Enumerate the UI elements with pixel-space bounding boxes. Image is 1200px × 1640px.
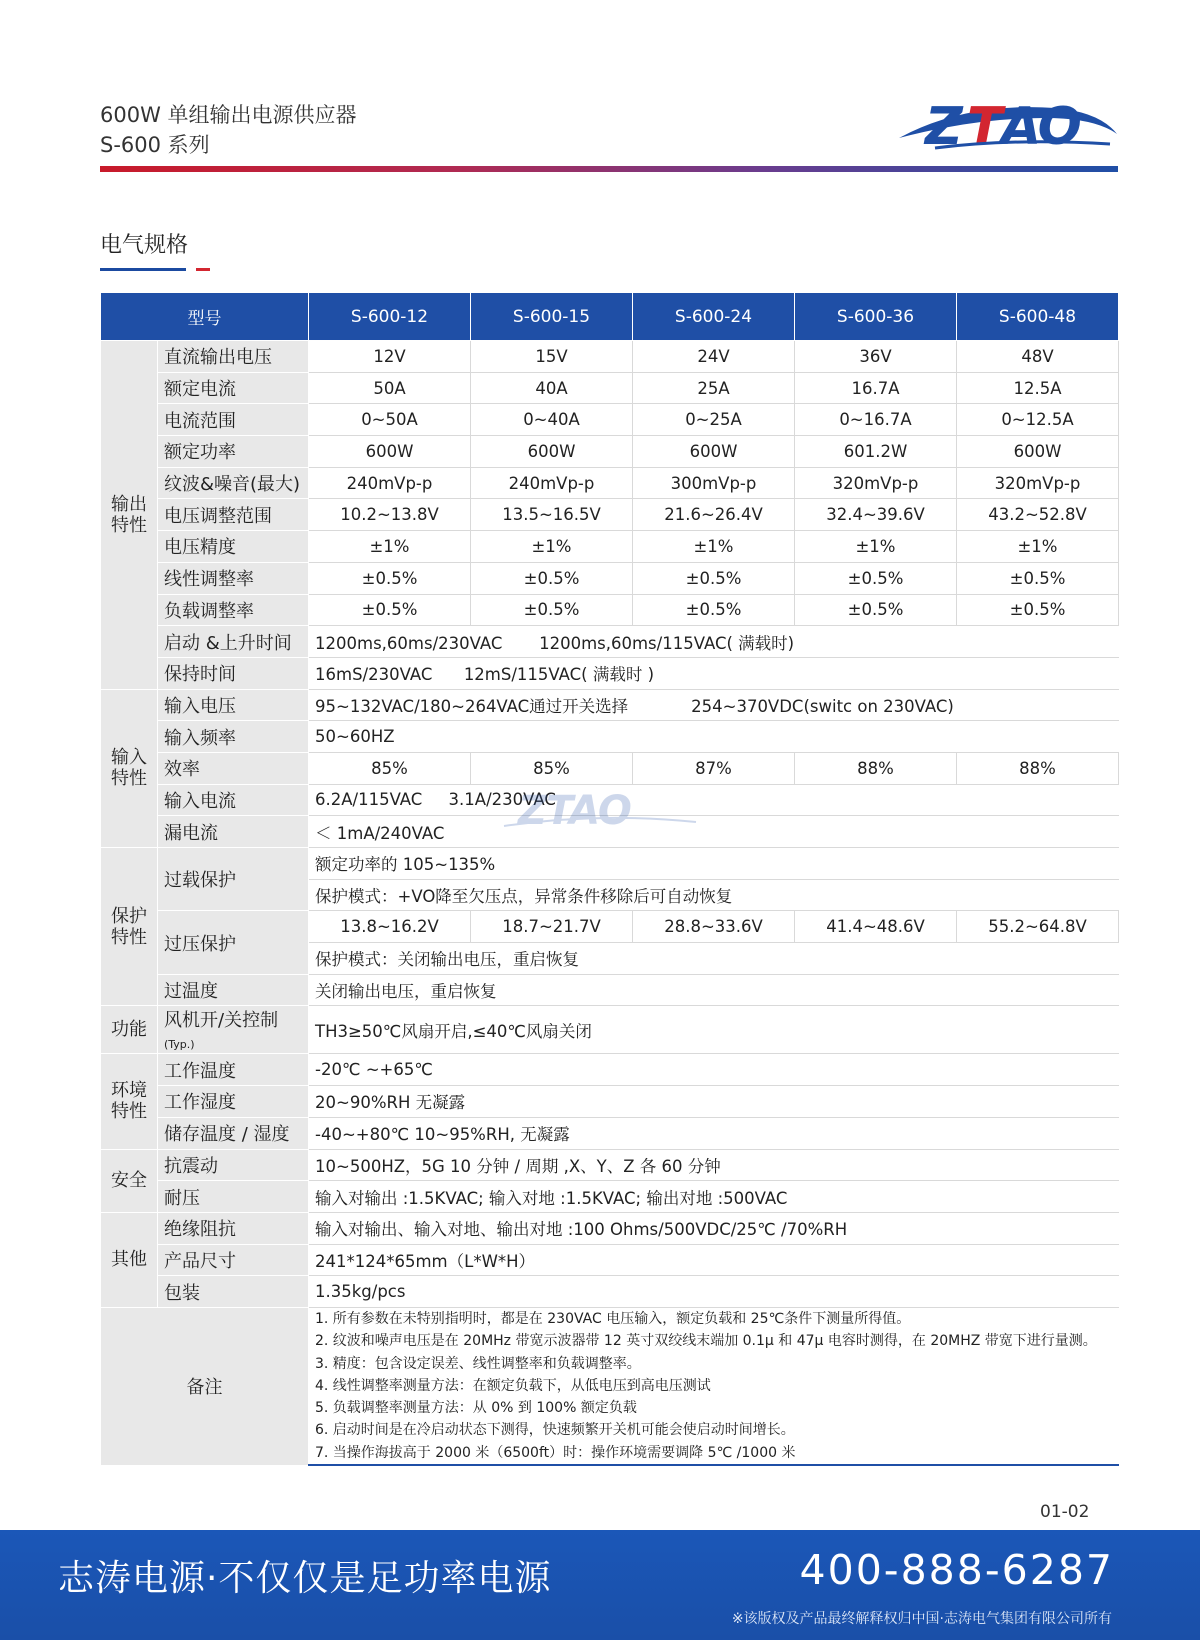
- note-item: 1. 所有参数在未特别指明时，都是在 230VAC 电压输入，额定负载和 25℃条件下测量所得值。: [315, 1310, 911, 1327]
- model-col-3: S-600-24: [633, 293, 795, 341]
- title-line-1: 600W 单组输出电源供应器: [100, 103, 357, 127]
- row-label: 效率: [158, 752, 309, 784]
- cell: 保护模式：关闭输出电压，重启恢复: [309, 943, 1119, 975]
- cell: 40A: [471, 372, 633, 404]
- cell: 1200ms,60ms/230VAC 1200ms,60ms/115VAC( 满载时): [309, 626, 1119, 658]
- svg-text:Z: Z: [925, 97, 961, 157]
- cell: 85%: [309, 752, 471, 784]
- cell: 320mVp-p: [795, 467, 957, 499]
- table-row: [101, 626, 1119, 658]
- cell: 320mVp-p: [957, 467, 1119, 499]
- svg-text:AO: AO: [1001, 97, 1080, 157]
- model-col-5: S-600-48: [957, 293, 1119, 341]
- row-label: 产品尺寸: [158, 1244, 309, 1276]
- section-underline-blue: [100, 268, 186, 271]
- cell: 50A: [309, 372, 471, 404]
- table-row: [101, 341, 1119, 373]
- cell: 18.7~21.7V: [471, 911, 633, 943]
- ztao-logo: [895, 88, 1120, 158]
- cell: 0~40A: [471, 404, 633, 436]
- cell: ±1%: [471, 531, 633, 563]
- table-row: [101, 531, 1119, 563]
- row-label: 电压调整范围: [158, 499, 309, 531]
- table-row: [101, 1006, 1119, 1054]
- note-item: 6. 启动时间是在冷启动状态下测得，快速频繁开关机可能会使启动时间增长。: [315, 1422, 795, 1439]
- cell: ±0.5%: [957, 562, 1119, 594]
- cell: ±0.5%: [471, 594, 633, 626]
- table-row: [101, 1181, 1119, 1213]
- cell: 12.5A: [957, 372, 1119, 404]
- group-function: 功能: [101, 1006, 158, 1054]
- cell: 0~16.7A: [795, 404, 957, 436]
- svg-text:ZTAO: ZTAO: [518, 788, 631, 834]
- cell: 13.5~16.5V: [471, 499, 633, 531]
- cell: 600W: [309, 436, 471, 468]
- cell: 20~90%RH 无凝露: [309, 1086, 1119, 1118]
- cell: 0~25A: [633, 404, 795, 436]
- table-row: [101, 911, 1119, 943]
- spec-table: [100, 292, 1119, 1466]
- cell: ±1%: [795, 531, 957, 563]
- model-col-2: S-600-15: [471, 293, 633, 341]
- note-item: 5. 负载调整率测量方法：从 0% 到 100% 额定负载: [315, 1400, 637, 1417]
- table-row: [101, 1054, 1119, 1086]
- row-label: 抗震动: [158, 1149, 309, 1181]
- cell: 21.6~26.4V: [633, 499, 795, 531]
- note-item: 2. 纹波和噪声电压是在 20MHz 带宽示波器带 12 英寸双绞线末端加 0.1μ 和 47μ 电容时测得，在 20MHZ 带宽下进行量测。: [315, 1333, 1097, 1350]
- row-label: 风机开/关控制(Typ.): [158, 1006, 309, 1054]
- cell: 输入对输出、输入对地、输出对地 :100 Ohms/500VDC/25℃ /70%RH: [309, 1212, 1119, 1244]
- cell: 额定功率的 105~135%: [309, 848, 1119, 880]
- cell: 300mVp-p: [633, 467, 795, 499]
- footer-slogan: 志涛电源·不仅仅是足功率电源: [58, 1558, 552, 1599]
- note-item: 3. 精度：包含设定误差、线性调整率和负载调整率。: [315, 1355, 641, 1372]
- group-safety: 安全: [101, 1149, 158, 1212]
- group-input: 输入 特性: [101, 689, 158, 847]
- cell: 88%: [957, 752, 1119, 784]
- cell: ＜ 1mA/240VAC: [309, 816, 1119, 848]
- cell: 28.8~33.6V: [633, 911, 795, 943]
- row-label: 线性调整率: [158, 562, 309, 594]
- row-label: 耐压: [158, 1181, 309, 1213]
- note-item: 4. 线性调整率测量方法：在额定负载下，从低电压到高电压测试: [315, 1377, 711, 1394]
- cell: 16mS/230VAC 12mS/115VAC( 满载时 ): [309, 657, 1119, 689]
- cell: 36V: [795, 341, 957, 373]
- table-row: [101, 404, 1119, 436]
- row-label: 额定电流: [158, 372, 309, 404]
- cell: -40~+80℃ 10~95%RH, 无凝露: [309, 1117, 1119, 1149]
- row-label: 输入电压: [158, 689, 309, 721]
- cell: 13.8~16.2V: [309, 911, 471, 943]
- row-label: 输入频率: [158, 721, 309, 753]
- group-protection: 保护 特性: [101, 848, 158, 1006]
- cell: 10~500HZ，5G 10 分钟 / 周期 ,X、Y、Z 各 60 分钟: [309, 1149, 1119, 1181]
- cell: 12V: [309, 341, 471, 373]
- table-row: [101, 1212, 1119, 1244]
- table-row: [101, 1149, 1119, 1181]
- cell: 50~60HZ: [309, 721, 1119, 753]
- cell: 32.4~39.6V: [795, 499, 957, 531]
- row-label: 直流输出电压: [158, 341, 309, 373]
- row-label: 绝缘阻抗: [158, 1212, 309, 1244]
- cell: 15V: [471, 341, 633, 373]
- cell: ±0.5%: [471, 562, 633, 594]
- cell: ±0.5%: [795, 562, 957, 594]
- row-label: 负载调整率: [158, 594, 309, 626]
- table-row: [101, 1086, 1119, 1118]
- cell: ±1%: [957, 531, 1119, 563]
- section-underline-red: [196, 268, 210, 271]
- row-label: 额定功率: [158, 436, 309, 468]
- cell: 55.2~64.8V: [957, 911, 1119, 943]
- table-row: [101, 752, 1119, 784]
- model-header: 型号: [101, 293, 309, 341]
- table-row: [101, 436, 1119, 468]
- cell: 240mVp-p: [309, 467, 471, 499]
- notes-label: 备注: [101, 1307, 309, 1465]
- cell: ±0.5%: [795, 594, 957, 626]
- cell: 43.2~52.8V: [957, 499, 1119, 531]
- cell: 600W: [957, 436, 1119, 468]
- table-row: [101, 721, 1119, 753]
- table-row: [101, 1244, 1119, 1276]
- cell: 95~132VAC/180~264VAC通过开关选择 254~370VDC(switc on 230VAC): [309, 689, 1119, 721]
- row-label: 漏电流: [158, 816, 309, 848]
- cell: 1.35kg/pcs: [309, 1276, 1119, 1308]
- group-output: 输出 特性: [101, 341, 158, 690]
- row-label: 储存温度 / 湿度: [158, 1117, 309, 1149]
- table-row: [101, 594, 1119, 626]
- svg-text:T: T: [967, 97, 1001, 157]
- cell: 25A: [633, 372, 795, 404]
- table-row: [101, 1117, 1119, 1149]
- cell: 16.7A: [795, 372, 957, 404]
- page-number: 01-02: [1040, 1502, 1090, 1522]
- note-item: 7. 当操作海拔高于 2000 米（6500ft）时：操作环境需要调降 5℃ /1000 米: [315, 1444, 796, 1461]
- header-divider: [100, 166, 1118, 172]
- cell: -20℃ ~+65℃: [309, 1054, 1119, 1086]
- document-title: [100, 100, 357, 160]
- cell: 88%: [795, 752, 957, 784]
- cell: ±1%: [309, 531, 471, 563]
- cell: TH3≥50℃风扇开启,≤40℃风扇关闭: [309, 1006, 1119, 1054]
- footer-banner: [0, 1530, 1200, 1640]
- row-label: 纹波&噪音(最大): [158, 467, 309, 499]
- row-label: 工作湿度: [158, 1086, 309, 1118]
- row-label: 工作温度: [158, 1054, 309, 1086]
- cell: 601.2W: [795, 436, 957, 468]
- footer-copyright: ※该版权及产品最终解释权归中国·志涛电气集团有限公司所有: [731, 1611, 1112, 1627]
- cell: 87%: [633, 752, 795, 784]
- row-label: 电流范围: [158, 404, 309, 436]
- table-header-row: [101, 293, 1119, 341]
- row-label: 输入电流: [158, 784, 309, 816]
- cell: 0~50A: [309, 404, 471, 436]
- cell: 48V: [957, 341, 1119, 373]
- table-row: [101, 657, 1119, 689]
- row-label: 过温度: [158, 974, 309, 1006]
- cell: 600W: [471, 436, 633, 468]
- row-label: 保持时间: [158, 657, 309, 689]
- table-row: [101, 1276, 1119, 1308]
- cell: 10.2~13.8V: [309, 499, 471, 531]
- table-row: [101, 848, 1119, 880]
- cell: 600W: [633, 436, 795, 468]
- cell: ±0.5%: [957, 594, 1119, 626]
- table-row: [101, 562, 1119, 594]
- row-label: 电压精度: [158, 531, 309, 563]
- row-label: 启动 &上升时间: [158, 626, 309, 658]
- cell: 输入对输出 :1.5KVAC; 输入对地 :1.5KVAC; 输出对地 :500VAC: [309, 1181, 1119, 1213]
- group-environment: 环境 特性: [101, 1054, 158, 1149]
- table-row: [101, 467, 1119, 499]
- cell: ±0.5%: [633, 562, 795, 594]
- section-title: 电气规格: [100, 233, 189, 258]
- row-label: 过载保护: [158, 848, 309, 911]
- cell: 241*124*65mm（L*W*H）: [309, 1244, 1119, 1276]
- row-label: 包装: [158, 1276, 309, 1308]
- title-line-2: S-600 系列: [100, 133, 210, 157]
- table-row: [101, 974, 1119, 1006]
- cell: 0~12.5A: [957, 404, 1119, 436]
- ztao-watermark: [500, 782, 700, 834]
- cell: 41.4~48.6V: [795, 911, 957, 943]
- cell: 关闭输出电压，重启恢复: [309, 974, 1119, 1006]
- model-col-4: S-600-36: [795, 293, 957, 341]
- footer-phone: 400-888-6287: [799, 1546, 1114, 1594]
- table-row: [101, 372, 1119, 404]
- cell: 24V: [633, 341, 795, 373]
- cell: ±0.5%: [309, 562, 471, 594]
- model-col-1: S-600-12: [309, 293, 471, 341]
- cell: ±1%: [633, 531, 795, 563]
- cell: ±0.5%: [309, 594, 471, 626]
- cell: 240mVp-p: [471, 467, 633, 499]
- group-other: 其他: [101, 1212, 158, 1307]
- notes-row: [101, 1307, 1119, 1465]
- row-label: 过压保护: [158, 911, 309, 974]
- notes-cell: [309, 1307, 1119, 1465]
- cell: 保护模式：+VO降至欠压点，异常条件移除后可自动恢复: [309, 879, 1119, 911]
- cell: 6.2A/115VAC 3.1A/230VAC: [309, 784, 1119, 816]
- table-row: [101, 689, 1119, 721]
- cell: 85%: [471, 752, 633, 784]
- table-row: [101, 499, 1119, 531]
- cell: ±0.5%: [633, 594, 795, 626]
